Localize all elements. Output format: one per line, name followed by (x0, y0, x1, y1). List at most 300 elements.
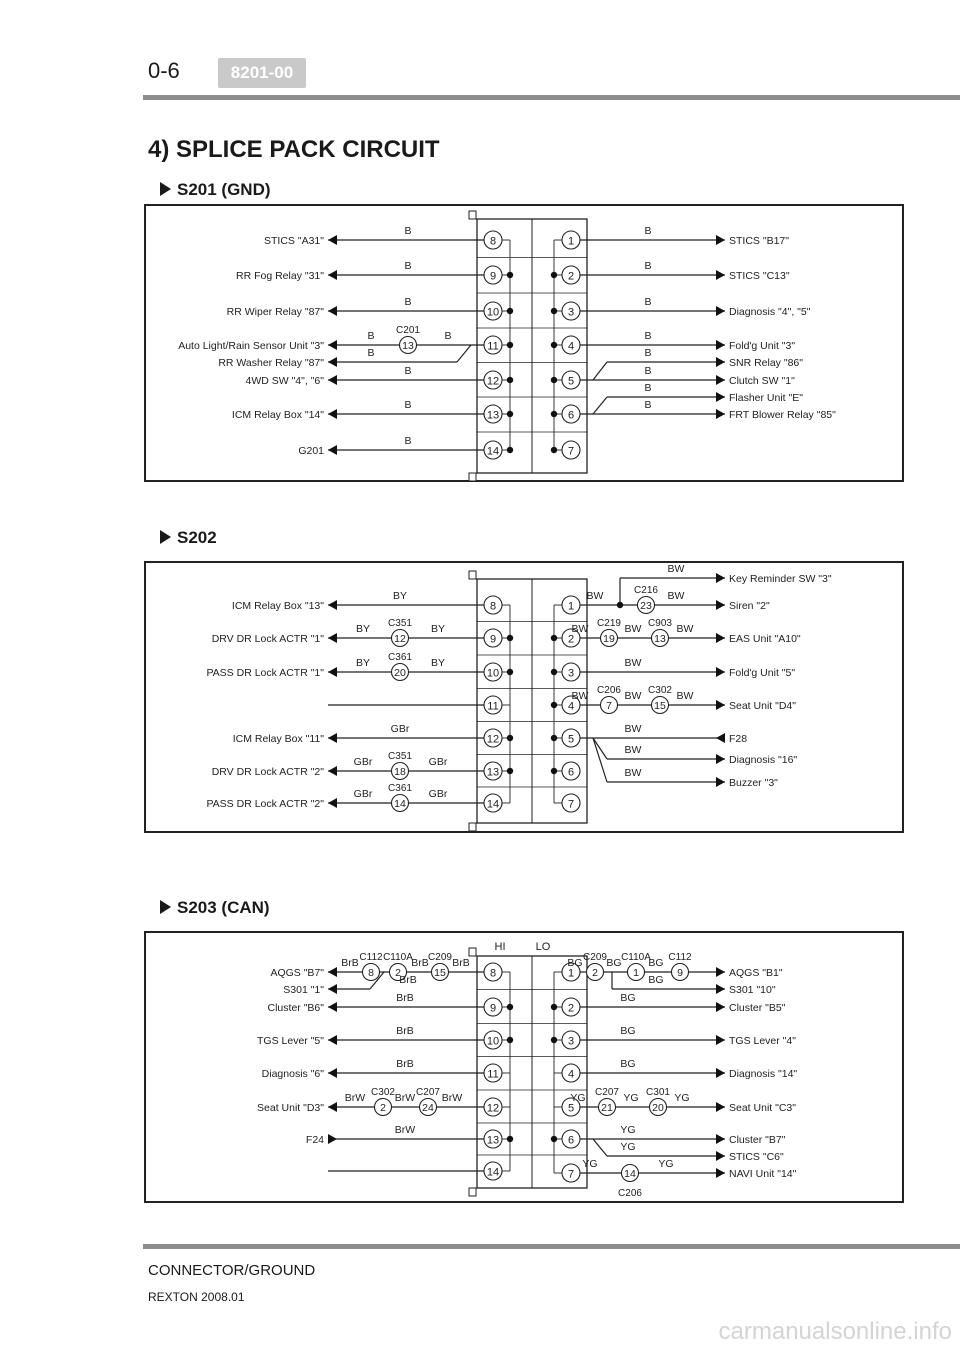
destination-label: RR Fog Relay "31" (236, 270, 324, 282)
left-circuit-row (306, 1124, 513, 1148)
arrow-left-icon (716, 733, 725, 743)
terminal-pin-number: 2 (567, 633, 575, 646)
destination-label: Seat Unit "D4" (729, 700, 796, 712)
arrow-right-icon (716, 777, 725, 787)
arrow-right-icon (716, 392, 725, 402)
page-number: 0-6 (148, 58, 180, 83)
connector-pin-number: 23 (640, 600, 652, 612)
arrow-left-icon (328, 409, 337, 419)
terminal-pin-number: 13 (486, 766, 500, 779)
arrow-left-icon (328, 340, 337, 350)
inline-connector-c216 (634, 585, 658, 614)
branch-wire (457, 345, 471, 362)
junction-dot (551, 669, 557, 675)
arrow-left-icon (328, 600, 337, 610)
connector-pin-number: 12 (394, 633, 406, 645)
connector-pin-number: 2 (592, 967, 598, 979)
wire-color-code: YG (570, 1092, 586, 1104)
wire-color-code: GBr (428, 756, 448, 768)
wire-color-code: BG (567, 957, 583, 969)
right-circuit-row (554, 1058, 797, 1082)
arrow-right-icon (716, 984, 725, 994)
connector-name: C219 (597, 618, 621, 629)
subheading-text: S203 (CAN) (177, 898, 270, 917)
right-circuit-row (551, 1124, 786, 1148)
wire-color-code: B (644, 365, 652, 377)
subheading-text: S202 (177, 528, 217, 547)
wire-color-code: BW (624, 690, 642, 702)
wire-color-code: BrB (396, 1025, 414, 1037)
wire-color-code: YG (674, 1092, 690, 1104)
wire-color-code: BW (667, 563, 685, 575)
splice-section-1 (145, 562, 903, 832)
branch-wire (593, 397, 607, 414)
junction-dot (507, 308, 513, 314)
connector-name: C110A (621, 952, 651, 963)
destination-label: G201 (298, 445, 324, 457)
wire-color-code: BrB (396, 992, 414, 1004)
arrow-left-icon (328, 306, 337, 316)
connector-name: C216 (634, 585, 658, 596)
connector-name: C112 (668, 952, 692, 963)
arrow-right-icon (716, 600, 725, 610)
destination-label: ICM Relay Box "14" (231, 409, 324, 421)
arrow-left-icon (328, 1102, 337, 1112)
mount-tab-top (469, 948, 476, 956)
right-circuit-row (551, 618, 801, 647)
wire-color-code: YG (623, 1092, 639, 1104)
terminal-pin-number: 4 (567, 1068, 575, 1081)
wire-color-code: B (404, 399, 412, 411)
junction-dot (551, 272, 557, 278)
wire-color-code: BrB (341, 957, 359, 969)
junction-dot (551, 768, 557, 774)
wire-color-code: B (644, 382, 652, 394)
arrow-right-icon (716, 340, 725, 350)
destination-label: AQGS "B7" (270, 967, 324, 979)
terminal-pin-number: 8 (489, 600, 497, 613)
destination-label: Fold'g Unit "5" (729, 667, 796, 679)
junction-dot (551, 308, 557, 314)
arrow-right-icon (716, 270, 725, 280)
wire-color-code: B (404, 365, 412, 377)
junction-dot (507, 272, 513, 278)
inline-connector-c206 (618, 1165, 642, 1200)
arrow-right-icon (716, 573, 725, 583)
connector-pin-number: 20 (652, 1102, 664, 1114)
wire-color-code: BG (648, 974, 664, 986)
right-circuit-row (554, 1158, 797, 1199)
arrow-right-icon (716, 700, 725, 710)
arrow-left-icon (328, 1068, 337, 1078)
mount-tab-bottom (469, 823, 476, 831)
connector-pin-number: 1 (633, 967, 639, 979)
terminal-pin-number: 1 (567, 235, 575, 248)
junction-dot (507, 735, 513, 741)
wire-color-code: B (367, 347, 375, 359)
left-circuit-row (262, 1058, 510, 1082)
junction-dot (551, 1136, 557, 1142)
terminal-pin-number: 4 (567, 340, 575, 353)
connector-pin-number: 13 (654, 633, 666, 645)
destination-label: Cluster "B6" (267, 1002, 324, 1014)
connector-name: C301 (646, 1087, 670, 1098)
connector-pin-number: 2 (395, 967, 401, 979)
junction-dot (507, 447, 513, 453)
connector-pin-number: 8 (368, 967, 374, 979)
watermark: carmanualsonline.info (718, 1318, 952, 1345)
wire-color-code: B (367, 330, 375, 342)
junction-dot (507, 411, 513, 417)
destination-label: STICS "A31" (264, 235, 324, 247)
terminal-pin-number: 6 (567, 766, 575, 779)
terminal-pin-number: 5 (567, 733, 575, 746)
wire-color-code: GBr (353, 756, 373, 768)
inline-connector-c112 (359, 952, 383, 981)
left-circuit-row (232, 399, 513, 423)
mount-tab-top (469, 571, 476, 579)
inline-connector-c361 (388, 783, 412, 812)
left-circuit-row (298, 435, 513, 459)
wire-color-code: BW (676, 623, 694, 635)
wire-color-code: BrW (394, 1092, 416, 1104)
destination-label: F24 (305, 1134, 324, 1146)
right-circuit-row (554, 794, 580, 812)
wire-color-code: BG (620, 1058, 636, 1070)
destination-label: Cluster "B7" (729, 1134, 786, 1146)
connector-name: C209 (583, 952, 607, 963)
wire-color-code: BW (571, 690, 589, 702)
inline-connector-c903 (648, 618, 672, 647)
section-code-badge: 8201-00 (218, 58, 306, 88)
junction-dot (617, 602, 623, 608)
destination-label: RR Wiper Relay "87" (226, 306, 324, 318)
wire-color-code: B (644, 225, 652, 237)
terminal-pin-number: 13 (486, 409, 500, 422)
arrow-left-icon (328, 967, 337, 977)
wire-color-code: B (644, 347, 652, 359)
inline-connector-c351 (388, 751, 412, 780)
destination-label: Diagnosis "4", "5" (729, 306, 811, 318)
inline-connector-c302 (648, 685, 672, 714)
destination-label: Auto Light/Rain Sensor Unit "3" (178, 340, 324, 352)
terminal-pin-number: 1 (567, 600, 575, 613)
arrow-left-icon (328, 357, 337, 367)
arrow-left-icon (328, 798, 337, 808)
connector-name: C209 (428, 952, 452, 963)
terminal-pin-number: 1 (567, 967, 575, 980)
connector-pin-number: 7 (606, 700, 612, 712)
can-line-label: HI (494, 941, 506, 953)
wire-color-code: YG (582, 1158, 598, 1170)
inline-connector-c207 (416, 1087, 440, 1116)
terminal-pin-number: 7 (567, 445, 575, 458)
arrow-left-icon (328, 1002, 337, 1012)
junction-dot (507, 1004, 513, 1010)
arrow-right-icon (716, 1035, 725, 1045)
terminal-pin-number: 10 (486, 1035, 500, 1048)
destination-label: Seat Unit "D3" (257, 1102, 324, 1114)
right-circuit-row (554, 225, 789, 249)
left-circuit-row (328, 1162, 510, 1180)
destination-label: ICM Relay Box "11" (232, 733, 324, 745)
inline-connector-c361 (388, 652, 412, 681)
connector-name: C206 (618, 1188, 642, 1199)
branch-wire (593, 738, 607, 759)
wire-color-code: BY (430, 657, 446, 669)
destination-label: Flasher Unit "E" (729, 392, 803, 404)
inline-connector-c302 (371, 1087, 395, 1116)
wire-color-code: GBr (428, 788, 448, 800)
terminal-pin-number: 3 (567, 1035, 575, 1048)
wire-color-code: YG (620, 1124, 636, 1136)
destination-label: Diagnosis "6" (261, 1068, 324, 1080)
junction-dot (507, 669, 513, 675)
terminal-pin-number: 14 (486, 445, 500, 458)
terminal-pin-number: 9 (489, 270, 497, 283)
destination-label: PASS DR Lock ACTR "2" (206, 798, 324, 810)
destination-label: PASS DR Lock ACTR "1" (206, 667, 324, 679)
arrow-left-icon (328, 733, 337, 743)
destination-label: TGS Lever "4" (729, 1035, 796, 1047)
arrow-left-icon (328, 984, 337, 994)
destination-label: Fold'g Unit "3" (729, 340, 796, 352)
destination-label: S301 "10" (729, 984, 776, 996)
wire-color-code: B (444, 330, 452, 342)
left-circuit-row (212, 751, 513, 780)
wire-color-code: BrB (399, 974, 417, 986)
connector-name: C903 (648, 618, 672, 629)
wire-color-code: BY (392, 590, 408, 602)
terminal-pin-number: 14 (486, 798, 500, 811)
left-circuit-row (178, 325, 513, 354)
junction-dot (507, 768, 513, 774)
destination-label: FRT Blower Relay "85" (729, 409, 836, 421)
destination-label: AQGS "B1" (729, 967, 783, 979)
terminal-pin-number: 2 (567, 270, 575, 283)
wire-color-code: BW (571, 623, 589, 635)
branch-wire (593, 362, 607, 380)
destination-label: RR Washer Relay "87" (218, 357, 324, 369)
destination-label: Diagnosis "14" (729, 1068, 798, 1080)
junction-dot (551, 1037, 557, 1043)
wire-color-code: YG (658, 1158, 674, 1170)
wire-color-code: BG (620, 1025, 636, 1037)
junction-dot (551, 342, 557, 348)
wire-color-code: BW (586, 590, 604, 602)
connector-name: C206 (597, 685, 621, 696)
arrow-right-icon (716, 1068, 725, 1078)
left-circuit-row (212, 618, 513, 647)
arrow-right-icon (716, 967, 725, 977)
wire-color-code: BW (624, 723, 642, 735)
arrow-left-icon (328, 667, 337, 677)
terminal-pin-number: 9 (489, 633, 497, 646)
wire-color-code: BrB (411, 957, 429, 969)
right-circuit-row (551, 296, 811, 320)
terminal-pin-number: 12 (486, 375, 500, 388)
terminal-pin-number: 3 (567, 667, 575, 680)
destination-label: Buzzer "3" (729, 777, 778, 789)
arrow-left-icon (328, 235, 337, 245)
connector-name: C112 (359, 952, 383, 963)
arrow-right-icon (716, 306, 725, 316)
terminal-pin-number: 7 (567, 1168, 575, 1181)
arrow-right-icon (716, 235, 725, 245)
diagram-frame (145, 932, 903, 1202)
wire-color-code: BrB (396, 1058, 414, 1070)
destination-label: Diagnosis "16" (729, 754, 798, 766)
arrow-right-icon (716, 667, 725, 677)
wire-color-code: BW (624, 744, 642, 756)
arrow-left-icon (328, 766, 337, 776)
wire-color-code: BG (606, 957, 622, 969)
wire-color-code: BrW (344, 1092, 366, 1104)
terminal-pin-number: 9 (489, 1002, 497, 1015)
destination-label: Seat Unit "C3" (729, 1102, 796, 1114)
right-circuit-row (551, 762, 580, 780)
connector-pin-number: 14 (394, 798, 406, 810)
connector-name: C207 (416, 1087, 440, 1098)
right-circuit-row (554, 1087, 796, 1116)
right-circuit-row (593, 738, 797, 766)
mount-tab-bottom (469, 1188, 476, 1196)
destination-label: 4WD SW "4", "6" (245, 375, 324, 387)
connector-name: C351 (388, 751, 412, 762)
splice-section-0 (145, 205, 903, 481)
wire-color-code: BW (667, 590, 685, 602)
terminal-pin-number: 13 (486, 1134, 500, 1147)
inline-connector-c207 (595, 1087, 619, 1116)
destination-label: F28 (729, 733, 748, 745)
branch-wire (593, 738, 607, 782)
terminal-pin-number: 5 (567, 375, 575, 388)
terminal-pin-number: 11 (487, 700, 499, 713)
destination-label: Clutch SW "1" (729, 375, 795, 387)
footer-rule (143, 1244, 960, 1249)
left-circuit-row (236, 260, 513, 284)
terminal-pin-number: 6 (567, 1134, 575, 1147)
wire-color-code: BW (624, 657, 642, 669)
left-circuit-row (328, 696, 510, 714)
terminal-pin-number: 11 (487, 1068, 499, 1081)
left-circuit-row (206, 652, 513, 681)
terminal-pin-number: 4 (567, 700, 575, 713)
left-circuit-row (206, 783, 510, 812)
inline-connector-c209 (428, 952, 452, 981)
wire-color-code: GBr (390, 723, 410, 735)
arrow-right-icon (716, 754, 725, 764)
destination-label: Key Reminder SW "3" (729, 573, 832, 585)
connector-pin-number: 18 (394, 766, 406, 778)
can-line-label: LO (535, 941, 551, 953)
wire-color-code: BY (355, 657, 371, 669)
destination-label: EAS Unit "A10" (729, 633, 801, 645)
arrow-right-icon (716, 375, 725, 385)
destination-label: NAVI Unit "14" (729, 1168, 797, 1180)
arrow-right-icon (716, 357, 725, 367)
left-circuit-row (257, 1025, 513, 1049)
left-circuit-row (264, 225, 510, 249)
connector-pin-number: 21 (601, 1102, 613, 1114)
wire-color-code: BrB (452, 957, 470, 969)
connector-name: C361 (388, 652, 412, 663)
destination-label: Cluster "B5" (729, 1002, 786, 1014)
inline-connector-c201 (396, 325, 420, 354)
junction-dot (507, 377, 513, 383)
left-circuit-row (227, 296, 514, 320)
left-circuit-row (233, 723, 513, 747)
arrow-right-icon (716, 1002, 725, 1012)
arrow-left-icon (328, 1035, 337, 1045)
destination-label: S301 "1" (283, 984, 324, 996)
connector-pin-number: 20 (394, 667, 406, 679)
connector-pin-number: 2 (380, 1102, 386, 1114)
inline-connector-c110a (621, 952, 651, 981)
connector-name: C302 (371, 1087, 395, 1098)
arrow-right-icon (716, 1102, 725, 1112)
connector-pin-number: 15 (654, 700, 666, 712)
junction-dot (551, 635, 557, 641)
connector-pin-number: 14 (624, 1168, 636, 1180)
inline-connector-c219 (597, 618, 621, 647)
junction-dot (551, 411, 557, 417)
connector-pin-number: 13 (402, 340, 414, 352)
wire-color-code: B (644, 399, 652, 411)
wire-color-code: BrW (441, 1092, 463, 1104)
left-circuit-row (232, 590, 510, 614)
terminal-pin-number: 12 (486, 733, 500, 746)
terminal-pin-number: 3 (567, 306, 575, 319)
mount-tab-bottom (469, 473, 476, 481)
arrow-right-icon (716, 1151, 725, 1161)
right-circuit-row (554, 952, 783, 981)
wire-color-code: B (644, 260, 652, 272)
wire-color-code: B (404, 296, 412, 308)
junction-dot (507, 342, 513, 348)
wire-color-code: BG (648, 957, 664, 969)
wire-color-code: GBr (353, 788, 373, 800)
terminal-pin-number: 11 (487, 340, 499, 353)
terminal-pin-number: 8 (489, 235, 497, 248)
arrow-left-icon (328, 270, 337, 280)
arrow-right-icon (716, 409, 725, 419)
left-circuit-row (257, 1087, 510, 1116)
destination-label: DRV DR Lock ACTR "2" (211, 766, 324, 778)
splice-section-2 (145, 932, 903, 1202)
arrow-left-icon (328, 445, 337, 455)
subheading-text: S201 (GND) (177, 180, 271, 199)
wire-color-code: YG (620, 1141, 636, 1153)
terminal-pin-number: 10 (486, 667, 500, 680)
terminal-pin-number: 12 (486, 1102, 500, 1115)
wire-color-code: BW (624, 767, 642, 779)
right-circuit-row (551, 723, 747, 747)
junction-dot (551, 447, 557, 453)
inline-connector-c206 (597, 685, 621, 714)
wire-color-code: BY (355, 623, 371, 635)
terminal-pin-number: 8 (489, 967, 497, 980)
connector-pin-number: 24 (422, 1102, 434, 1114)
arrow-right-icon (716, 1168, 725, 1178)
connector-name: C207 (595, 1087, 619, 1098)
inline-connector-c351 (388, 618, 412, 647)
connector-pin-number: 9 (677, 967, 683, 979)
right-circuit-row (551, 441, 580, 459)
terminal-pin-number: 14 (486, 1166, 500, 1179)
connector-name: C361 (388, 783, 412, 794)
junction-dot (507, 635, 513, 641)
